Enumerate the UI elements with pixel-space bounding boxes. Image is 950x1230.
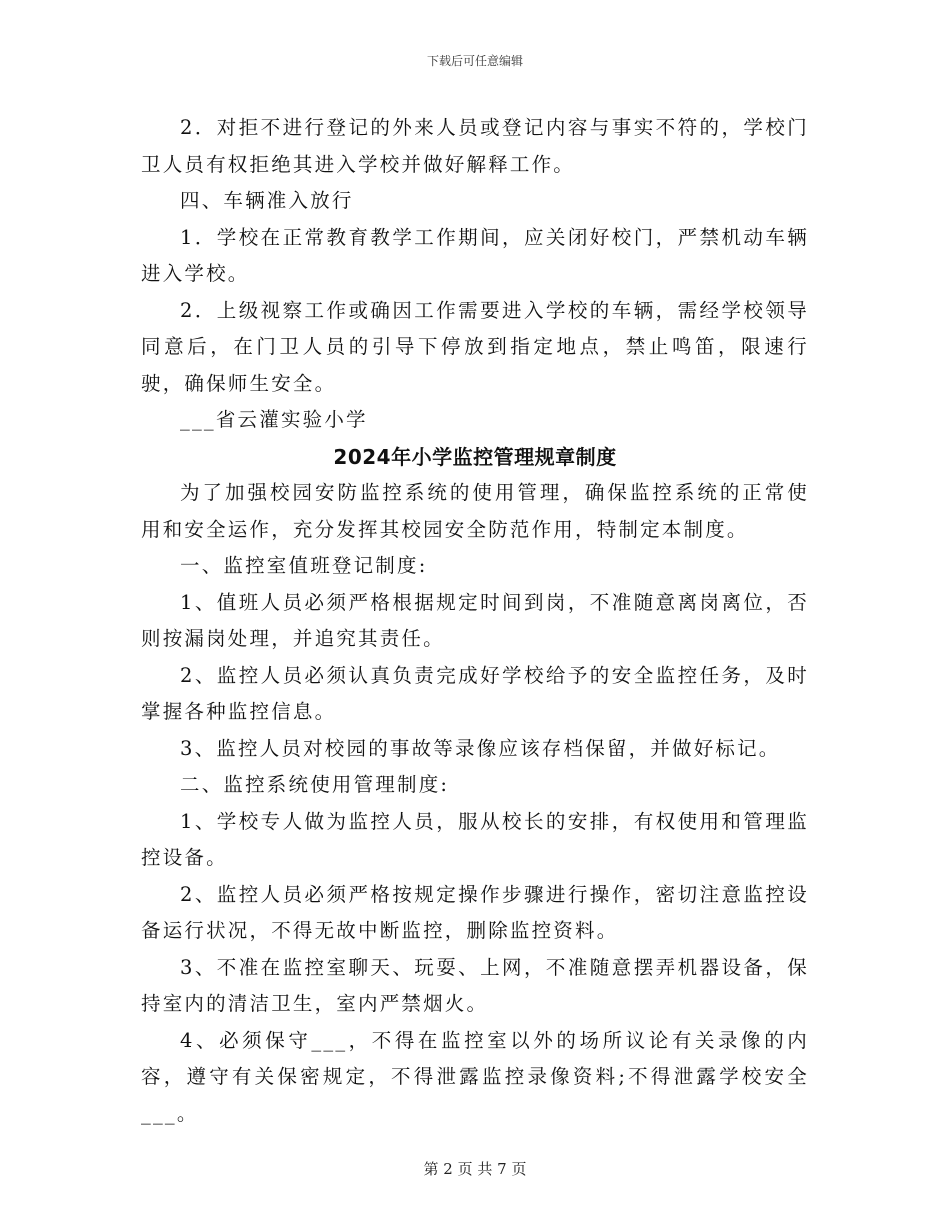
paragraph: 2．对拒不进行登记的外来人员或登记内容与事实不符的，学校门卫人员有权拒绝其进入学校并做好解释工作。 — [141, 116, 809, 176]
section-heading: 二、监控系统使用管理制度: — [180, 773, 450, 796]
signature-line: ___省云灌实验小学 — [180, 408, 368, 431]
page-header: 下载后可任意编辑 — [426, 54, 523, 68]
section-heading: 一、监控室值班登记制度: — [180, 554, 428, 577]
paragraph: 4、必须保守___，不得在监控室以外的场所议论有关录像的内容，遵守有关保密规定，不得泄露监控录像资料;不得泄露学校安全___。 — [141, 1028, 809, 1125]
document-title: 2024年小学监控管理规章制度 — [333, 444, 617, 469]
page-footer: 第 2 页 共 7 页 — [423, 1160, 527, 1178]
paragraph: 1．学校在正常教育教学工作期间，应关闭好校门，严禁机动车辆进入学校。 — [141, 225, 809, 285]
paragraph: 2．上级视察工作或确因工作需要进入学校的车辆，需经学校领导同意后，在门卫人员的引导下停放到指定地点，禁止鸣笛，限速行驶，确保师生安全。 — [141, 298, 809, 395]
paragraph: 1、学校专人做为监控人员，服从校长的安排，有权使用和管理监控设备。 — [141, 809, 809, 869]
document-body — [141, 110, 809, 1132]
paragraph: 1、值班人员必须严格根据规定时间到岗，不准随意离岗离位，否则按漏岗处理，并追究其责任。 — [141, 590, 809, 650]
paragraph: 2、监控人员必须严格按规定操作步骤进行操作，密切注意监控设备运行状况，不得无故中断监控，删除监控资料。 — [141, 882, 809, 942]
paragraph: 3、不准在监控室聊天、玩耍、上网，不准随意摆弄机器设备，保持室内的清洁卫生，室内严禁烟火。 — [141, 955, 809, 1015]
paragraph: 为了加强校园安防监控系统的使用管理，确保监控系统的正常使用和安全运作，充分发挥其校园安全防范作用，特制定本制度。 — [141, 481, 809, 541]
paragraph: 2、监控人员必须认真负责完成好学校给予的安全监控任务，及时掌握各种监控信息。 — [141, 663, 809, 723]
paragraph: 3、监控人员对校园的事故等录像应该存档保留，并做好标记。 — [180, 736, 781, 760]
section-heading: 四、车辆准入放行 — [180, 189, 354, 212]
